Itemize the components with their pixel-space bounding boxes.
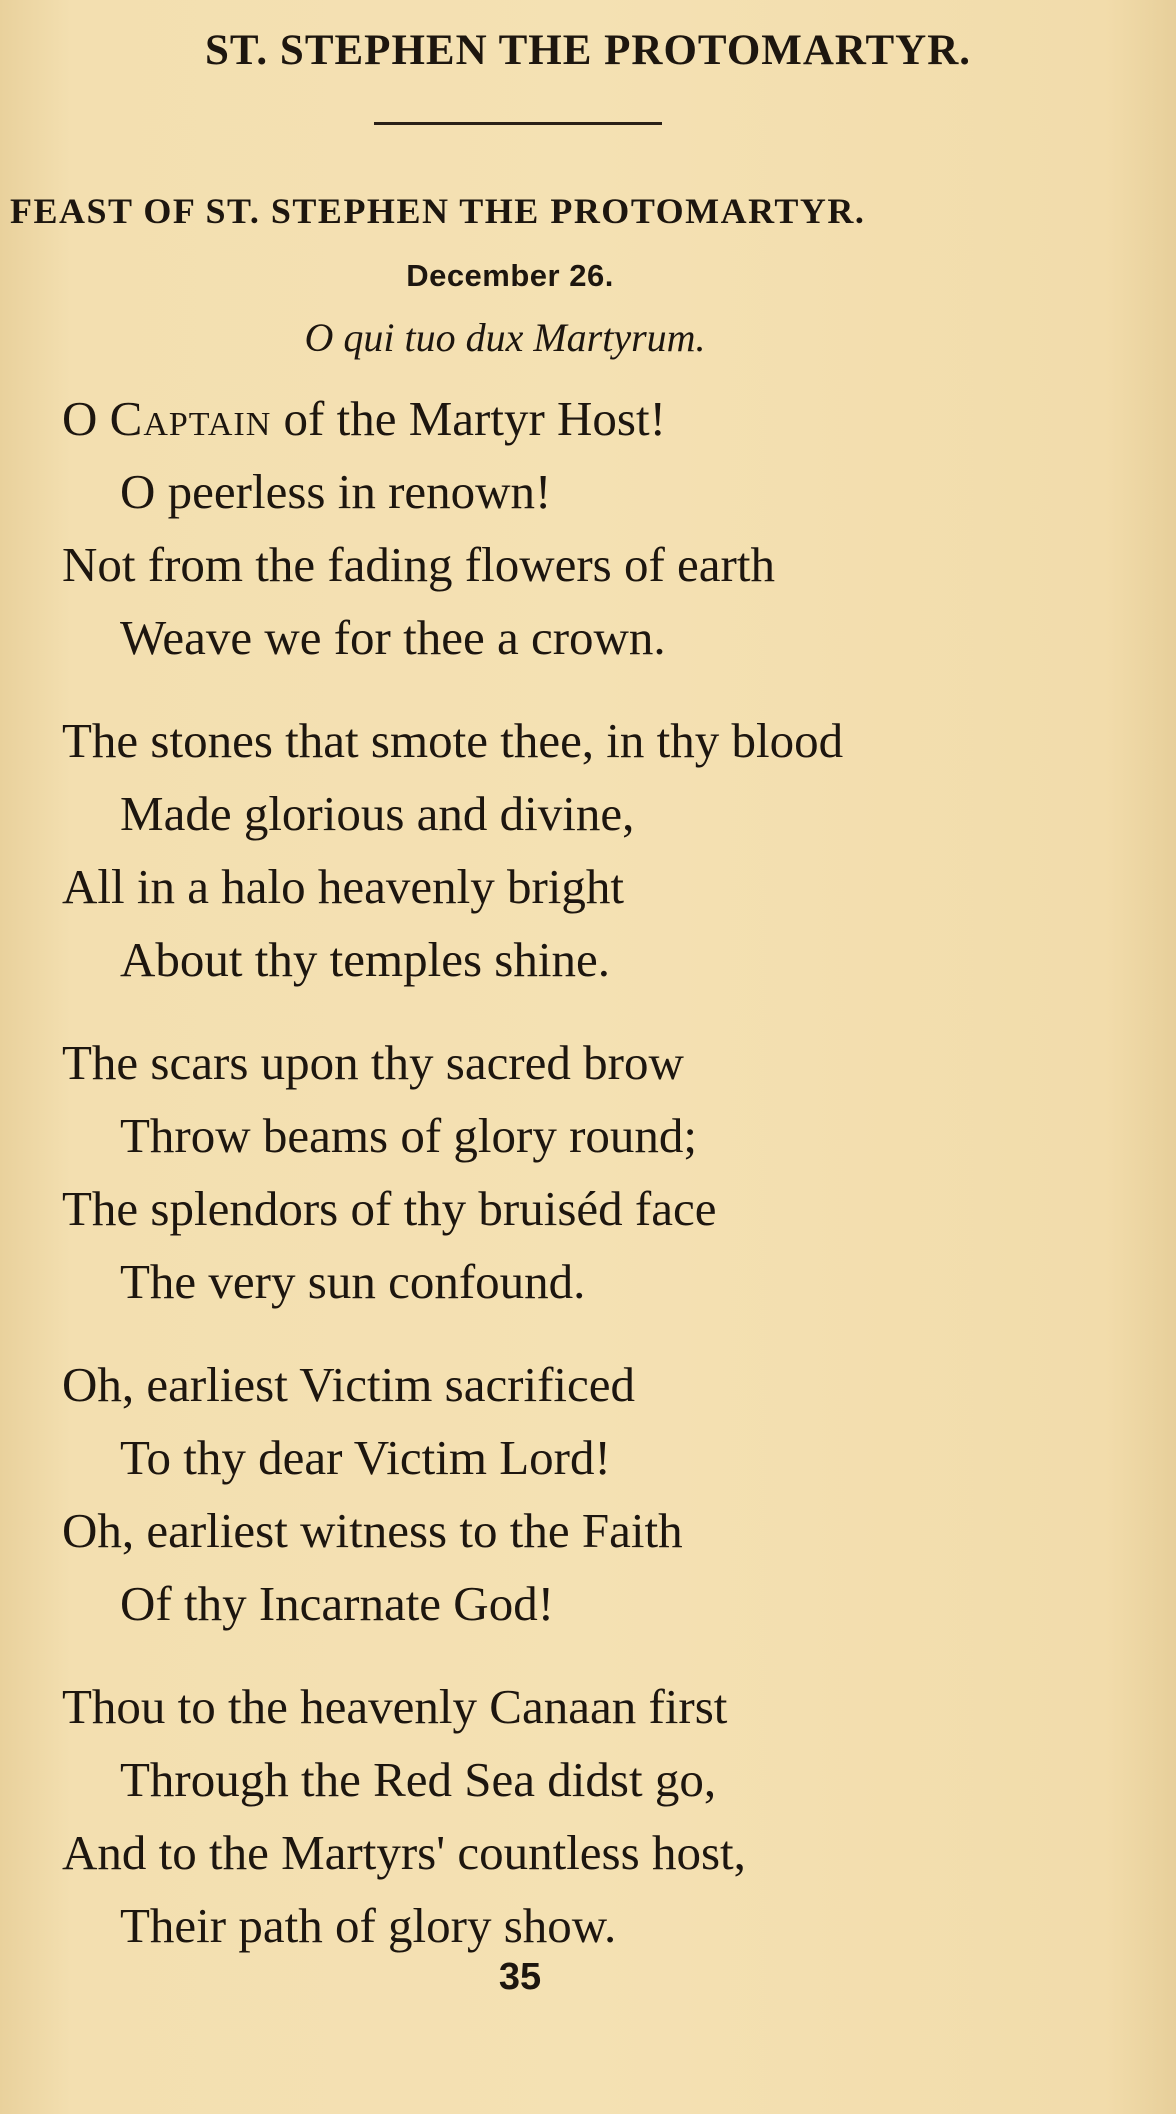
verse-line: To thy dear Victim Lord! bbox=[120, 1430, 611, 1485]
verse-line bbox=[62, 382, 1122, 455]
verse-line: Thou to the heavenly Canaan first bbox=[62, 1679, 728, 1734]
verse-line: Throw beams of glory round; bbox=[120, 1108, 697, 1163]
running-head: ST. STEPHEN THE PROTOMARTYR. bbox=[205, 27, 971, 74]
small-caps-word: Captain bbox=[109, 391, 272, 446]
verse-line: The scars upon thy sacred brow bbox=[62, 1035, 684, 1090]
verse-line: The stones that smote thee, in thy blood bbox=[62, 713, 844, 768]
header-rule bbox=[374, 122, 662, 125]
verse-line: All in a halo heavenly bright bbox=[62, 859, 624, 914]
stanza bbox=[62, 704, 1122, 996]
verse-line: The very sun confound. bbox=[120, 1254, 586, 1309]
feast-title: FEAST OF ST. STEPHEN THE PROTOMARTYR. bbox=[10, 191, 866, 231]
stanza bbox=[62, 382, 1122, 674]
stanza bbox=[62, 1348, 1122, 1640]
verse-line: Made glorious and divine, bbox=[120, 786, 635, 841]
hymn-text bbox=[62, 382, 1122, 1992]
stanza bbox=[62, 1026, 1122, 1318]
verse-line: Not from the fading flowers of earth bbox=[62, 537, 775, 592]
verse-line-rest: of the Martyr Host! bbox=[271, 391, 666, 446]
verse-line: Their path of glory show. bbox=[120, 1898, 617, 1953]
latin-hymn-title: O qui tuo dux Martyrum. bbox=[304, 315, 706, 360]
verse-line: Weave we for thee a crown. bbox=[120, 610, 666, 665]
feast-date: December 26. bbox=[406, 258, 614, 293]
verse-line: Oh, earliest Victim sacrificed bbox=[62, 1357, 636, 1412]
verse-line: Of thy Incarnate God! bbox=[120, 1576, 555, 1631]
verse-first-word: O bbox=[62, 391, 110, 446]
verse-line: Through the Red Sea didst go, bbox=[120, 1752, 717, 1807]
verse-line: The splendors of thy bruiséd face bbox=[62, 1181, 717, 1236]
stanza bbox=[62, 1670, 1122, 1962]
verse-line: And to the Martyrs' countless host, bbox=[62, 1825, 746, 1880]
verse-line: O peerless in renown! bbox=[120, 464, 552, 519]
verse-line: About thy temples shine. bbox=[120, 932, 610, 987]
page-number: 35 bbox=[498, 1956, 542, 1998]
verse-line: Oh, earliest witness to the Faith bbox=[62, 1503, 683, 1558]
